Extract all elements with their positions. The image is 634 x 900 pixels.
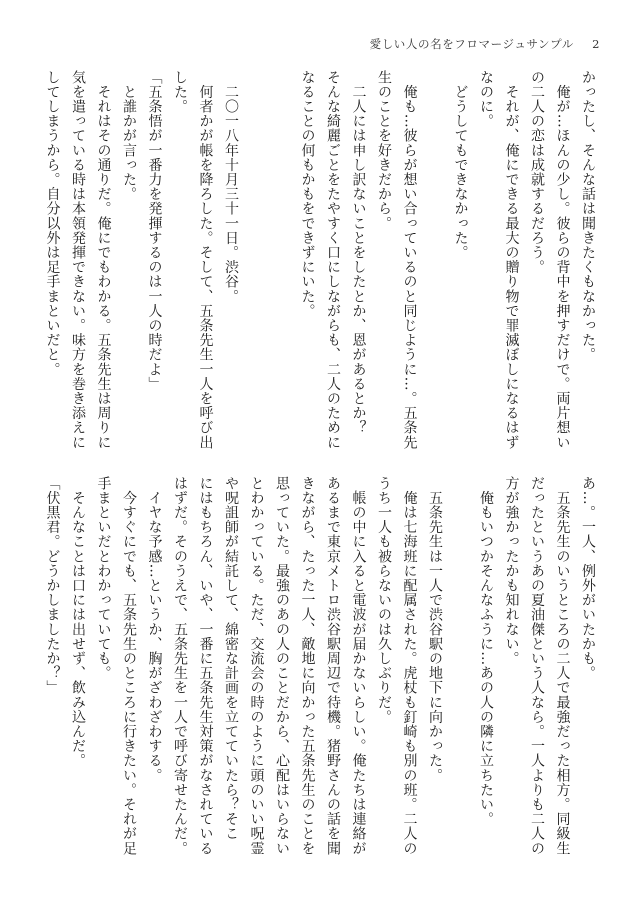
text-line: 手まといだとわかっていても。	[95, 476, 112, 681]
text-line: の二人の恋は成就するだろう。	[529, 70, 545, 275]
blank-line	[447, 476, 473, 848]
text-line: 「伏黒君。どうかしましたか？」	[44, 476, 61, 695]
text-line: してしまうから。自分以外は足手まといだと。	[44, 70, 61, 377]
text-line: 気を遣っている時は本領発揮できない。味方を巻き添えに	[70, 70, 86, 450]
upper-text-block	[39, 70, 600, 450]
blank-line	[269, 70, 295, 442]
text-line: や呪詛師が結託して、綿密な計画を立てていたら？そこ	[223, 476, 239, 841]
blank-line	[243, 70, 269, 442]
text-line: 俺も…彼らが想い合っているのと同じように…。五条先	[401, 70, 418, 450]
page-number: 2	[592, 37, 600, 51]
text-line: 俺が…ほんの少し。彼らの背中を押すだけで。両片想い	[554, 70, 571, 450]
text-line: 二人には申し訳ないことをしたとか、恩があるとか？	[350, 70, 367, 435]
text-line: 帳の中に入ると電波が届かないらしい。俺たちは連絡が	[350, 476, 367, 856]
text-line: 二〇一八年十月三十一日。渋谷。	[223, 70, 239, 304]
text-line: 俺もいつかそんなふうに…あの人の隣に立ちたい。	[478, 476, 494, 827]
text-line: にはもちろん、いや、一番に五条先生対策がなされている	[197, 476, 214, 856]
blank-line	[422, 70, 448, 442]
book-title: 愛しい人の名をフロマージュサンプル	[369, 37, 574, 51]
text-line: 「五条悟が一番力を発揮するのは一人の時だよ」	[146, 70, 163, 392]
text-line: はずだ。そのうえで、五条先生を一人で呼び寄せたんだ。	[172, 476, 188, 856]
text-line: だったというあの夏油傑という人なら。一人よりも二人の	[529, 476, 545, 856]
text-line: それが、俺にできる最大の贈り物で罪滅ぼしになるはず	[503, 70, 520, 450]
text-line: それはその通りだ。俺にでもわかる。五条先生は周りに	[95, 70, 112, 450]
text-line: した。	[172, 70, 188, 114]
text-line: どうしてもできなかった。	[452, 70, 469, 260]
text-line: かったし、そんな話は聞きたくもなかった。	[580, 70, 596, 362]
text-line: イヤな予感…というか、胸がざわざわする。	[146, 476, 163, 783]
text-line: 俺は七海班に配属された。虎杖も釘崎も別の班。二人の	[401, 476, 418, 856]
text-line: 思っていた。最強のあの人のことだから、心配はいらない	[274, 476, 290, 856]
text-line: あ…。一人、例外がいたかも。	[580, 476, 596, 681]
text-line: とわかっている。ただ、交流会の時のように頭のいい呪霊	[248, 476, 265, 856]
text-line: なることの何もかもをできずにいた。	[299, 70, 316, 319]
text-line: なのに。	[478, 70, 494, 129]
text-line: 生のことを好きだから。	[376, 70, 392, 231]
text-line: そんな綺麗ごとをたやすく口にしながらも、二人のために	[325, 70, 341, 450]
text-line: きながら、たった一人、敵地に向かった五条先生のことを	[299, 476, 316, 856]
text-line: あるまで東京メトロ渋谷駅周辺で待機。猪野さんの話を聞	[325, 476, 341, 856]
text-line: と誰かが言った。	[121, 70, 137, 202]
text-line: そんなことは口には出せず、飲み込んだ。	[70, 476, 86, 768]
text-line: 五条先生は一人で渋谷駅の地下に向かった。	[427, 476, 443, 783]
text-line: 五条先生のいうところの二人で最強だった相方。同級生	[554, 476, 571, 856]
text-line: 方が強かったかも知れない。	[503, 476, 520, 666]
text-line: うち一人も被らないのは久しぶりだ。	[376, 476, 392, 725]
text-line: 何者かが帳を降ろした。そして、五条先生一人を呼び出	[197, 70, 214, 450]
lower-text-block	[39, 476, 600, 856]
running-header	[370, 36, 600, 52]
text-line: 今すぐにでも、五条先生のところに行きたい。それが足	[121, 476, 137, 856]
